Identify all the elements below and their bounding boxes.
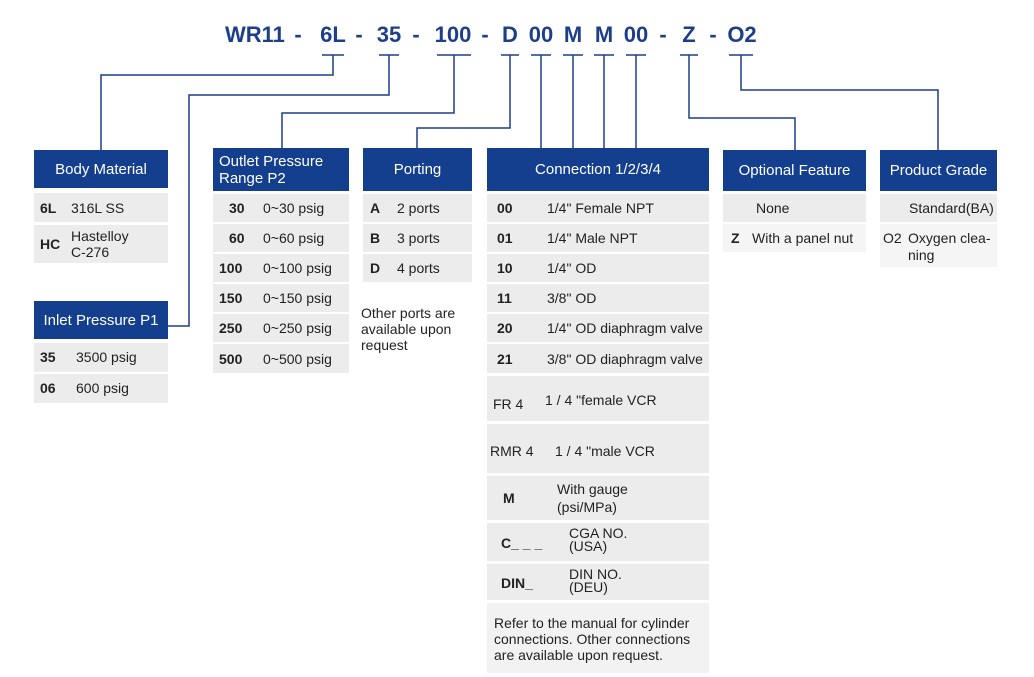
connection-note: Refer to the manual for cylinder connections. Other connections are available upon request. xyxy=(494,615,691,663)
code-part-product-grade: O2 xyxy=(727,22,757,47)
outlet-pressure-header-line1: Outlet Pressure xyxy=(219,152,324,170)
table-row xyxy=(213,284,349,312)
row-code: D xyxy=(370,260,381,276)
row-desc: 3500 psig xyxy=(76,349,137,365)
row-desc: With gauge (psi/MPa) xyxy=(557,481,628,515)
row-code: DIN_ xyxy=(501,575,533,591)
row-code: FR 4 xyxy=(493,396,524,412)
row-desc: 0~150 psig xyxy=(263,290,332,306)
row-code: O2 xyxy=(883,230,902,246)
row-code: 20 xyxy=(497,320,513,336)
code-part-outlet-pressure: 100 xyxy=(434,22,472,47)
row-code: 01 xyxy=(497,230,513,246)
row-code: RMR 4 xyxy=(490,443,534,459)
row-desc: DIN NO. (DEU) xyxy=(569,566,622,595)
line-product-grade xyxy=(741,55,938,150)
table-row xyxy=(213,194,349,222)
connection-note-box xyxy=(487,603,709,673)
line-outlet-pressure xyxy=(282,55,454,148)
table-row xyxy=(487,564,709,600)
row-code: Z xyxy=(731,230,740,246)
row-code: 150 xyxy=(219,290,243,306)
table-row xyxy=(213,314,349,342)
body-material-header: Body Material xyxy=(34,150,168,188)
code-part-connection-3: M xyxy=(594,22,614,47)
table-row xyxy=(34,374,168,403)
code-part-optional-feature: Z xyxy=(682,22,696,47)
porting-note: Other ports are available upon request xyxy=(361,305,456,353)
table-row xyxy=(34,225,168,263)
table-row xyxy=(363,224,472,252)
code-separator: - xyxy=(294,22,302,47)
row-desc: 316L SS xyxy=(71,200,125,216)
outlet-pressure-header xyxy=(213,148,349,191)
row-code: 500 xyxy=(219,351,243,367)
inlet-pressure-header: Inlet Pressure P1 xyxy=(34,301,168,339)
table-row xyxy=(880,194,997,222)
row-desc: Standard(BA) xyxy=(909,200,994,216)
row-desc: CGA NO. (USA) xyxy=(569,525,628,554)
line-body-material xyxy=(101,55,333,150)
product-grade-header: Product Grade xyxy=(880,150,997,191)
row-desc: With a panel nut xyxy=(752,230,854,246)
row-code: 100 xyxy=(219,260,243,276)
table-row xyxy=(880,224,997,267)
code-part-inlet-pressure: 35 xyxy=(376,22,402,47)
outlet-pressure-header-line2: Range P2 xyxy=(219,169,286,187)
row-desc: 1/4" OD xyxy=(547,260,597,276)
table-row xyxy=(487,344,709,373)
code-part-body-material: 6L xyxy=(320,22,346,47)
connection-header: Connection 1/2/3/4 xyxy=(487,148,709,191)
code-separator: - xyxy=(659,22,667,47)
row-desc: 3/8" OD xyxy=(547,290,597,306)
table-row xyxy=(487,376,709,421)
table-row xyxy=(34,343,168,372)
table-row xyxy=(487,194,709,222)
code-separator: - xyxy=(481,22,489,47)
row-desc: 1 / 4 "female VCR xyxy=(545,392,657,408)
table-row xyxy=(487,224,709,252)
code-separator: - xyxy=(412,22,420,47)
row-desc: 0~100 psig xyxy=(263,260,332,276)
row-code: 60 xyxy=(229,230,245,246)
porting-header: Porting xyxy=(363,148,472,191)
row-desc: 0~250 psig xyxy=(263,320,332,336)
line-porting xyxy=(417,55,510,148)
code-separator: - xyxy=(355,22,363,47)
row-desc: 4 ports xyxy=(397,260,440,276)
row-desc: 0~60 psig xyxy=(263,230,325,246)
table-row xyxy=(487,424,709,473)
line-optional-feature xyxy=(689,55,795,150)
table-row xyxy=(213,344,349,373)
code-part-connection-2: M xyxy=(563,22,583,47)
row-desc: 3 ports xyxy=(397,230,440,246)
row-desc: Oxygen clea- ning xyxy=(908,230,991,263)
code-part-connection-1: 00 xyxy=(528,22,554,47)
table-row xyxy=(487,314,709,342)
table-row xyxy=(487,523,709,561)
row-desc: 0~500 psig xyxy=(263,351,332,367)
code-part-series: WR11 xyxy=(225,22,285,47)
code-separator: - xyxy=(709,22,717,47)
table-row xyxy=(213,254,349,282)
row-code: 35 xyxy=(40,349,56,365)
row-desc: 1/4" Female NPT xyxy=(547,200,654,216)
row-desc: Hastelloy C-276 xyxy=(71,228,129,260)
row-code: B xyxy=(370,230,381,246)
row-desc: 3/8" OD diaphragm valve xyxy=(547,351,703,367)
row-desc: 2 ports xyxy=(397,200,440,216)
table-row xyxy=(363,194,472,222)
row-code: 00 xyxy=(497,200,513,216)
row-desc: None xyxy=(756,200,790,216)
code-part-connection-4: 00 xyxy=(623,22,649,47)
table-row xyxy=(487,284,709,312)
table-row xyxy=(487,476,709,520)
row-code: 11 xyxy=(497,290,512,306)
table-row xyxy=(723,194,866,222)
row-code: 250 xyxy=(219,320,243,336)
row-desc: 600 psig xyxy=(76,380,129,396)
code-part-porting: D xyxy=(502,22,518,47)
row-desc: 1 / 4 "male VCR xyxy=(555,443,655,459)
row-code: 10 xyxy=(497,260,513,276)
row-desc: 1/4" Male NPT xyxy=(547,230,638,246)
row-code: 21 xyxy=(497,351,513,367)
row-code: 06 xyxy=(40,380,56,396)
row-code: A xyxy=(370,200,381,216)
table-row xyxy=(34,193,168,222)
table-row xyxy=(363,254,472,282)
row-code: 30 xyxy=(229,200,245,216)
row-code: 6L xyxy=(40,200,57,216)
row-code: C_ _ _ xyxy=(501,535,543,551)
row-code: M xyxy=(503,490,515,506)
row-desc: 0~30 psig xyxy=(263,200,325,216)
row-code: HC xyxy=(40,236,61,252)
optional-feature-header: Optional Feature xyxy=(723,150,866,191)
table-row xyxy=(487,254,709,282)
table-row xyxy=(213,224,349,252)
row-desc: 1/4" OD diaphragm valve xyxy=(547,320,703,336)
table-row xyxy=(723,224,866,252)
